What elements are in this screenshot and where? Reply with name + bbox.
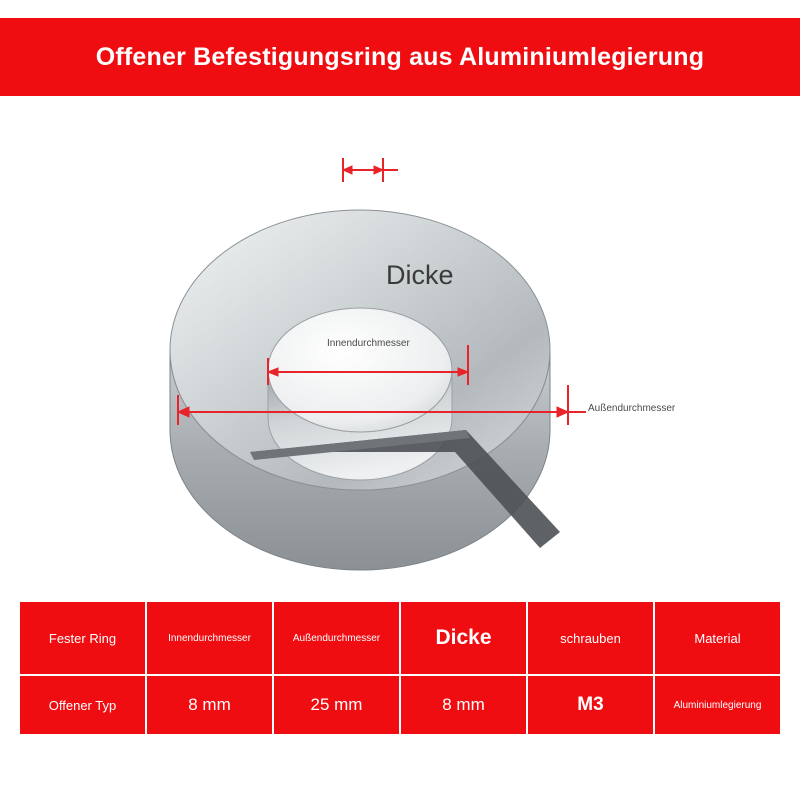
header-cell-aussendurchmesser: Außendurchmesser	[273, 601, 400, 675]
label-inner-diameter: Innendurchmesser	[327, 338, 410, 349]
table-row	[19, 675, 781, 735]
product-illustration	[0, 100, 800, 590]
header-cell-innendurchmesser: Innendurchmesser	[146, 601, 273, 675]
header-cell-material: Material	[654, 601, 781, 675]
spec-table	[18, 600, 782, 736]
cell-outer-diameter: 25 mm	[273, 675, 400, 735]
cell-material: Aluminiumlegierung	[654, 675, 781, 735]
header-cell-schrauben: schrauben	[527, 601, 654, 675]
page-title: Offener Befestigungsring aus Aluminiumlegierung	[95, 42, 705, 71]
cell-inner-diameter: 8 mm	[146, 675, 273, 735]
header-cell-dicke: Dicke	[400, 601, 527, 675]
label-thickness: Dicke	[386, 260, 454, 290]
collar-body	[170, 210, 560, 590]
header-cell-fester-ring: Fester Ring	[19, 601, 146, 675]
label-outer-diameter: Außendurchmesser	[588, 403, 676, 414]
dimension-thickness	[343, 158, 398, 182]
table-header-row	[19, 601, 781, 675]
cell-thickness: 8 mm	[400, 675, 527, 735]
cell-screws: M3	[527, 675, 654, 735]
header-banner	[0, 18, 800, 96]
cell-type: Offener Typ	[19, 675, 146, 735]
